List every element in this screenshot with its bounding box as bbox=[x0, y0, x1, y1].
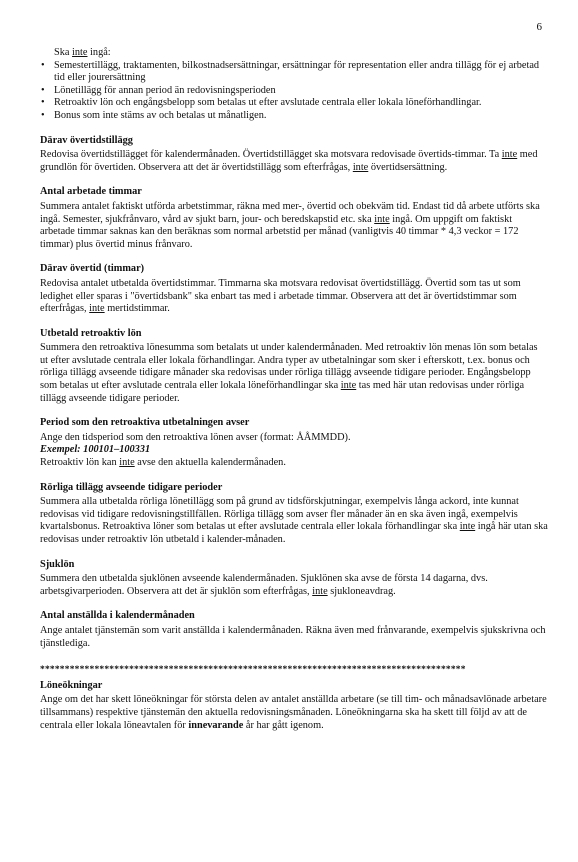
section-heading: Löneökningar bbox=[40, 679, 103, 691]
section-worked-hours bbox=[40, 186, 548, 251]
section-heading: Period som den retroaktiva utbetalningen avser bbox=[40, 417, 250, 429]
section-body: Redovisa övertidstillägget för kalendermånaden. Övertidstillägget ska motsvara redovisade övertids-timmar. Ta inte med grundlön för övertiden. Observera att det är övertidstillägg som efterfrågas, inte övertidsersättning. bbox=[40, 149, 538, 173]
section-heading: Antal anställda i kalendermånaden bbox=[40, 610, 195, 622]
section-body: Retroaktiv lön kan inte avse den aktuella kalendermånaden. bbox=[40, 457, 286, 469]
exclusions-list bbox=[40, 60, 548, 123]
section-variable-allowances bbox=[40, 482, 548, 547]
section-body: Ange den tidsperiod som den retroaktiva lönen avser (format: ÅÅMMDD). bbox=[40, 431, 351, 443]
section-heading: Rörliga tillägg avseende tidigare perioder bbox=[40, 481, 223, 493]
section-overtime-hours bbox=[40, 263, 548, 315]
section-heading: Därav övertidstillägg bbox=[40, 134, 133, 146]
section-body: Summera alla utbetalda rörliga lönetillägg som på grund av tidsförskjutningar, exempelvis långa ackord, inte kunnat redovisas vid tidigare redovisningstillfällen. Rörliga tillägg som avser fler månader än en ska även ingå, exempelvis kvartalsbonus. Retroaktiva löner som betalas ut efter avslutade centrala eller lokala förhandlingar ska inte ingå här utan ska redovisas under retroaktiv lön utbetald i kalender-månaden. bbox=[40, 496, 548, 545]
section-retroactive-pay bbox=[40, 328, 548, 406]
section-overtime-pay bbox=[40, 135, 548, 175]
section-body: Summera antalet faktiskt utförda arbetstimmar, räkna med mer-, övertid och obekväm tid. Endast tid då arbete utförts ska ingå. Semester, sjukfrånvaro, vård av sjukt barn, jour- och beredskapstid etc. ska inte ingå. Om uppgift om faktiskt arbetade timmar saknas kan den beräknas som normal arbetstid per månad (vanligtvis 40 timmar * 4,3 veckor = 172 timmar) plus övertid minus frånvaro. bbox=[40, 200, 540, 250]
section-employee-count bbox=[40, 610, 548, 650]
list-item: • Semestertillägg, traktamenten, bilkostnadsersättningar, ersättningar för representation eller andra tillägg för ej arbetad tid eller jourersättning bbox=[54, 60, 548, 85]
intro-text-end: ingå: bbox=[87, 47, 111, 58]
section-body: Redovisa antalet utbetalda övertidstimmar. Timmarna ska motsvara redovisat övertidstillägg. Övertid som tas ut som ledighet eller sparas i "övertidsbank" ska enbart tas med i arbetade timmar. Observera att det är övertidstimmar som efterfrågas, inte mertidstimmar. bbox=[40, 277, 521, 315]
intro-underlined: inte bbox=[72, 47, 88, 58]
example-line: Exempel: 100101–100331 bbox=[40, 444, 151, 456]
section-heading: Antal arbetade timmar bbox=[40, 186, 142, 198]
page-number: 6 bbox=[536, 21, 542, 33]
intro-text: Ska bbox=[54, 47, 73, 58]
section-heading: Därav övertid (timmar) bbox=[40, 263, 145, 275]
section-body: Summera den retroaktiva lönesumma som betalats ut under kalendermånaden. Med retroaktiv lön menas lön som betalas ut efter avslutade centrala eller lokala förhandlingar. Andra typer av utbetalningar som sker i efterskott, t.ex. bonus och rörliga tillägg avseende tidigare månader ska redovisas under rörliga tillägg avseende tidigare perioder. Engångsbelopp som betalas ut efter avslutade centrala eller lokala löneförhandlingar ska inte tas med här utan redovisas under rörliga tillägg avseende tidigare perioder. bbox=[40, 342, 538, 404]
section-body: Summera den utbetalda sjuklönen avseende kalendermånaden. Sjuklönen ska avse de första 14 dagarna, dvs. arbetsgivarperioden. Observera att det är sjuklön som efterfrågas, inte sjukloneavdrag. bbox=[40, 573, 488, 597]
list-item: • Lönetillägg för annan period än redovisningsperioden bbox=[54, 85, 548, 98]
exclusions-intro bbox=[54, 47, 548, 60]
section-wage-increases bbox=[40, 680, 548, 732]
section-heading: Sjuklön bbox=[40, 558, 75, 570]
list-item: • Bonus som inte stäms av och betalas ut månatligen. bbox=[54, 110, 548, 123]
section-retroactive-period bbox=[40, 417, 548, 469]
page-content bbox=[40, 47, 548, 732]
asterisk-divider: ************************************************************************************** bbox=[40, 665, 466, 676]
list-item: • Retroaktiv lön och engångsbelopp som betalas ut efter avslutade centrala eller lokala löneförhandlingar. bbox=[54, 97, 548, 110]
section-sick-pay bbox=[40, 559, 548, 599]
section-heading: Utbetald retroaktiv lön bbox=[40, 327, 142, 339]
section-body: Ange antalet tjänstemän som varit anställda i kalendermånaden. Räkna även med frånvarande, exempelvis sjukskrivna och tjänstlediga. bbox=[40, 624, 546, 649]
section-body: Ange om det har skett löneökningar för största delen av antalet anställda arbetare (se till tim- och månadsavlönade arbetare tillsammans) respektive tjänstemän den aktuella redovisningsmånaden. Löneökningarna ska ha skett till följd av att de centrala eller lokala löneavtalen för innevarande år har gått igenom. bbox=[40, 694, 547, 731]
